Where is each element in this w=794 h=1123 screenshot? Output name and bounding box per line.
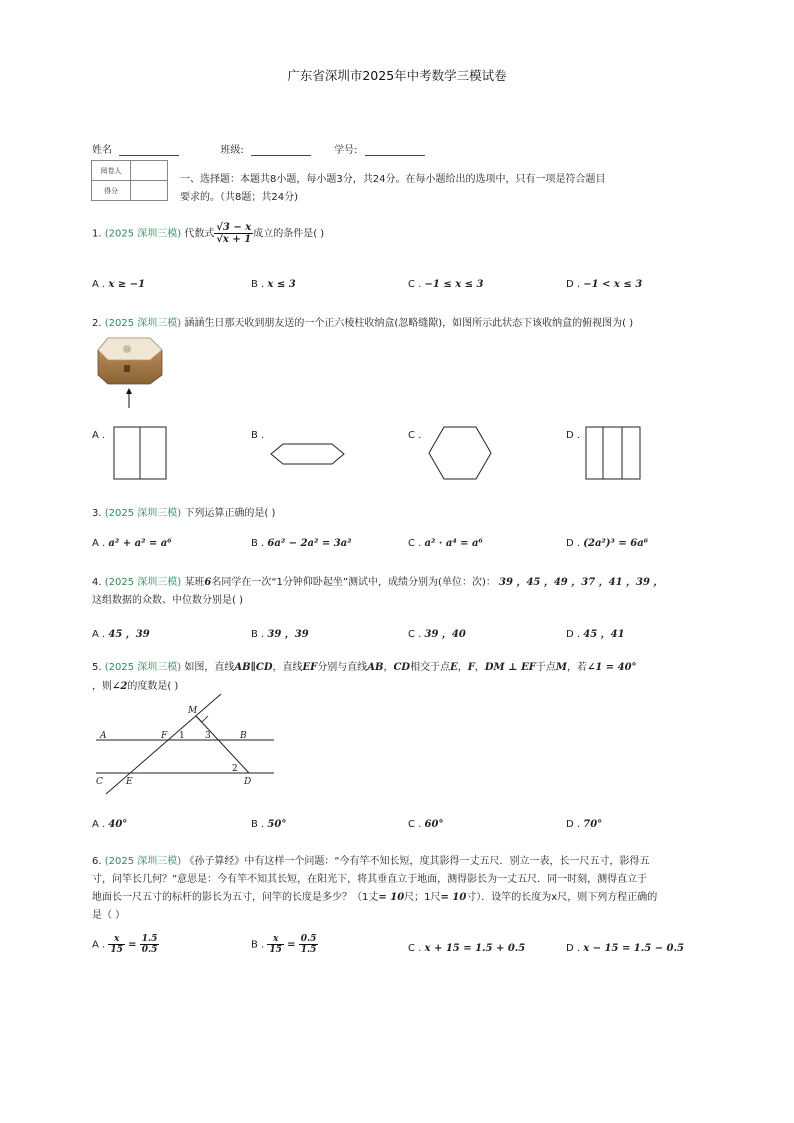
section-header-line2: 要求的。（共8题；共24分) <box>180 192 298 203</box>
q1-option-a[interactable]: A . x ≥ −1 <box>92 279 146 290</box>
q4-option-c[interactable]: C . 39 ，40 <box>408 629 466 640</box>
storage-box-image <box>94 330 166 410</box>
question-6-line3: 地面长一尺五寸的标杆的影长为五寸，问竿的长度是多少？（1丈= 10尺；1尺= 10寸）．设竿的长度为x尺，则下列方程正确的 <box>92 892 658 903</box>
svg-text:C: C <box>96 777 103 787</box>
score-label: 得分 <box>92 181 131 201</box>
grader-label: 阅卷人 <box>92 161 131 181</box>
q4-option-a[interactable]: A . 45 ，39 <box>92 629 150 640</box>
q3-option-a[interactable]: A . a² + a² = a⁶ <box>92 538 172 549</box>
question-1: 1. (2025 深圳三模) 代数式 $\frac{√3 - x}{√x + 1}$ 成立的条件是( ) <box>92 222 325 245</box>
q1-option-d[interactable]: D . −1 < x ≤ 3 <box>566 279 643 290</box>
question-6-line4: 是（ ） <box>92 910 126 921</box>
q2-option-d-label[interactable]: D . <box>566 430 581 441</box>
q2-option-c-figure[interactable] <box>426 424 494 484</box>
class-blank[interactable] <box>251 154 311 156</box>
q2-option-b-label[interactable]: B . <box>251 430 265 441</box>
q6-option-d[interactable]: D . x − 15 = 1.5 − 0.5 <box>566 943 684 954</box>
q5-option-d[interactable]: D . 70° <box>566 819 603 830</box>
score-cell[interactable] <box>131 181 168 201</box>
student-info-row <box>92 141 425 156</box>
fraction-expression: $\frac{√3 - x}{√x + 1}$ <box>216 222 252 245</box>
q1-option-b[interactable]: B . x ≤ 3 <box>251 279 296 290</box>
q2-option-c-label[interactable]: C . <box>408 430 422 441</box>
q3-option-c[interactable]: C . a² · a⁴ = a⁶ <box>408 538 483 549</box>
source-tag: (2025 深圳三模) <box>104 228 182 240</box>
q1-option-c[interactable]: C . −1 ≤ x ≤ 3 <box>408 279 484 290</box>
question-5-line2: ，则∠2的度数是( ) <box>92 681 179 692</box>
q5-option-a[interactable]: A . 40° <box>92 819 128 830</box>
q6-option-c[interactable]: C . x + 15 = 1.5 + 0.5 <box>408 943 526 954</box>
question-3: 3. (2025 深圳三模) 下列运算正确的是( ) <box>92 508 276 519</box>
score-table <box>91 160 168 201</box>
q6-option-b[interactable]: B . $\frac{x}{15}$ = $\frac{0.5}{1.5}$ <box>251 934 317 955</box>
student-id-label: 学号: <box>334 145 358 156</box>
q2-option-d-figure[interactable] <box>584 425 642 481</box>
svg-text:E: E <box>126 777 133 787</box>
q5-geometry-figure <box>92 692 276 796</box>
grader-cell[interactable] <box>131 161 168 181</box>
name-label: 姓名 <box>92 145 112 156</box>
section-header-line1: 一、选择题：本题共8小题，每小题3分，共24分。在每小题给出的选项中，只有一项是符合题目 <box>180 174 606 185</box>
q5-option-c[interactable]: C . 60° <box>408 819 444 830</box>
q5-option-b[interactable]: B . 50° <box>251 819 287 830</box>
question-4-line2: 这组数据的众数、中位数分别是( ) <box>92 595 243 606</box>
svg-text:B: B <box>240 731 247 741</box>
page-title: 广东省深圳市2025年中考数学三模试卷 <box>287 68 507 83</box>
student-id-blank[interactable] <box>365 154 425 156</box>
svg-text:2: 2 <box>232 764 238 774</box>
question-6-line2: 寸，问竿长几何？”意思是：今有竿不知其长短，在阳光下，将其垂直立于地面，测得影长为一丈五尺．同一时刻，测得直立于 <box>92 874 648 885</box>
svg-text:M: M <box>188 706 198 716</box>
svg-text:3: 3 <box>205 731 211 741</box>
q2-option-a-figure[interactable] <box>112 425 168 481</box>
question-4: 4. (2025 深圳三模) 某班6名同学在一次“1分钟仰卧起坐”测试中，成绩分别为(单位：次)： 39 ，45 ，49 ，37 ，41 ，39 ， <box>92 577 664 588</box>
class-label: 班级: <box>220 145 244 156</box>
q3-option-d[interactable]: D . (2a²)³ = 6a⁶ <box>566 538 649 549</box>
svg-text:A: A <box>100 731 107 741</box>
q2-option-b-figure[interactable] <box>268 441 348 467</box>
svg-text:D: D <box>244 777 252 787</box>
svg-text:1: 1 <box>179 731 185 741</box>
q4-option-b[interactable]: B . 39 ，39 <box>251 629 309 640</box>
q3-option-b[interactable]: B . 6a² − 2a² = 3a² <box>251 538 352 549</box>
name-blank[interactable] <box>119 154 179 156</box>
question-2: 2. (2025 深圳三模) 涵涵生日那天收到朋友送的一个正六棱柱收纳盒(忽略缝隙)，如图所示此状态下该收纳盒的俯视图为( ) <box>92 318 634 329</box>
q6-option-a[interactable]: A . $\frac{x}{15}$ = $\frac{1.5}{0.5}$ <box>92 934 158 955</box>
question-5: 5. (2025 深圳三模) 如图，直线AB∥CD，直线EF分别与直线AB，CD相交于点E，F，DM ⊥ EF于点M，若∠1 = 40° <box>92 662 637 673</box>
q2-option-a-label[interactable]: A . <box>92 430 106 441</box>
question-6: 6. (2025 深圳三模) 《孙子算经》中有这样一个问题：“今有竿不知长短，度其影得一丈五尺．别立一表，长一尺五寸，影得五 <box>92 856 650 867</box>
q4-option-d[interactable]: D . 45 ，41 <box>566 629 625 640</box>
svg-text:F: F <box>161 731 168 741</box>
